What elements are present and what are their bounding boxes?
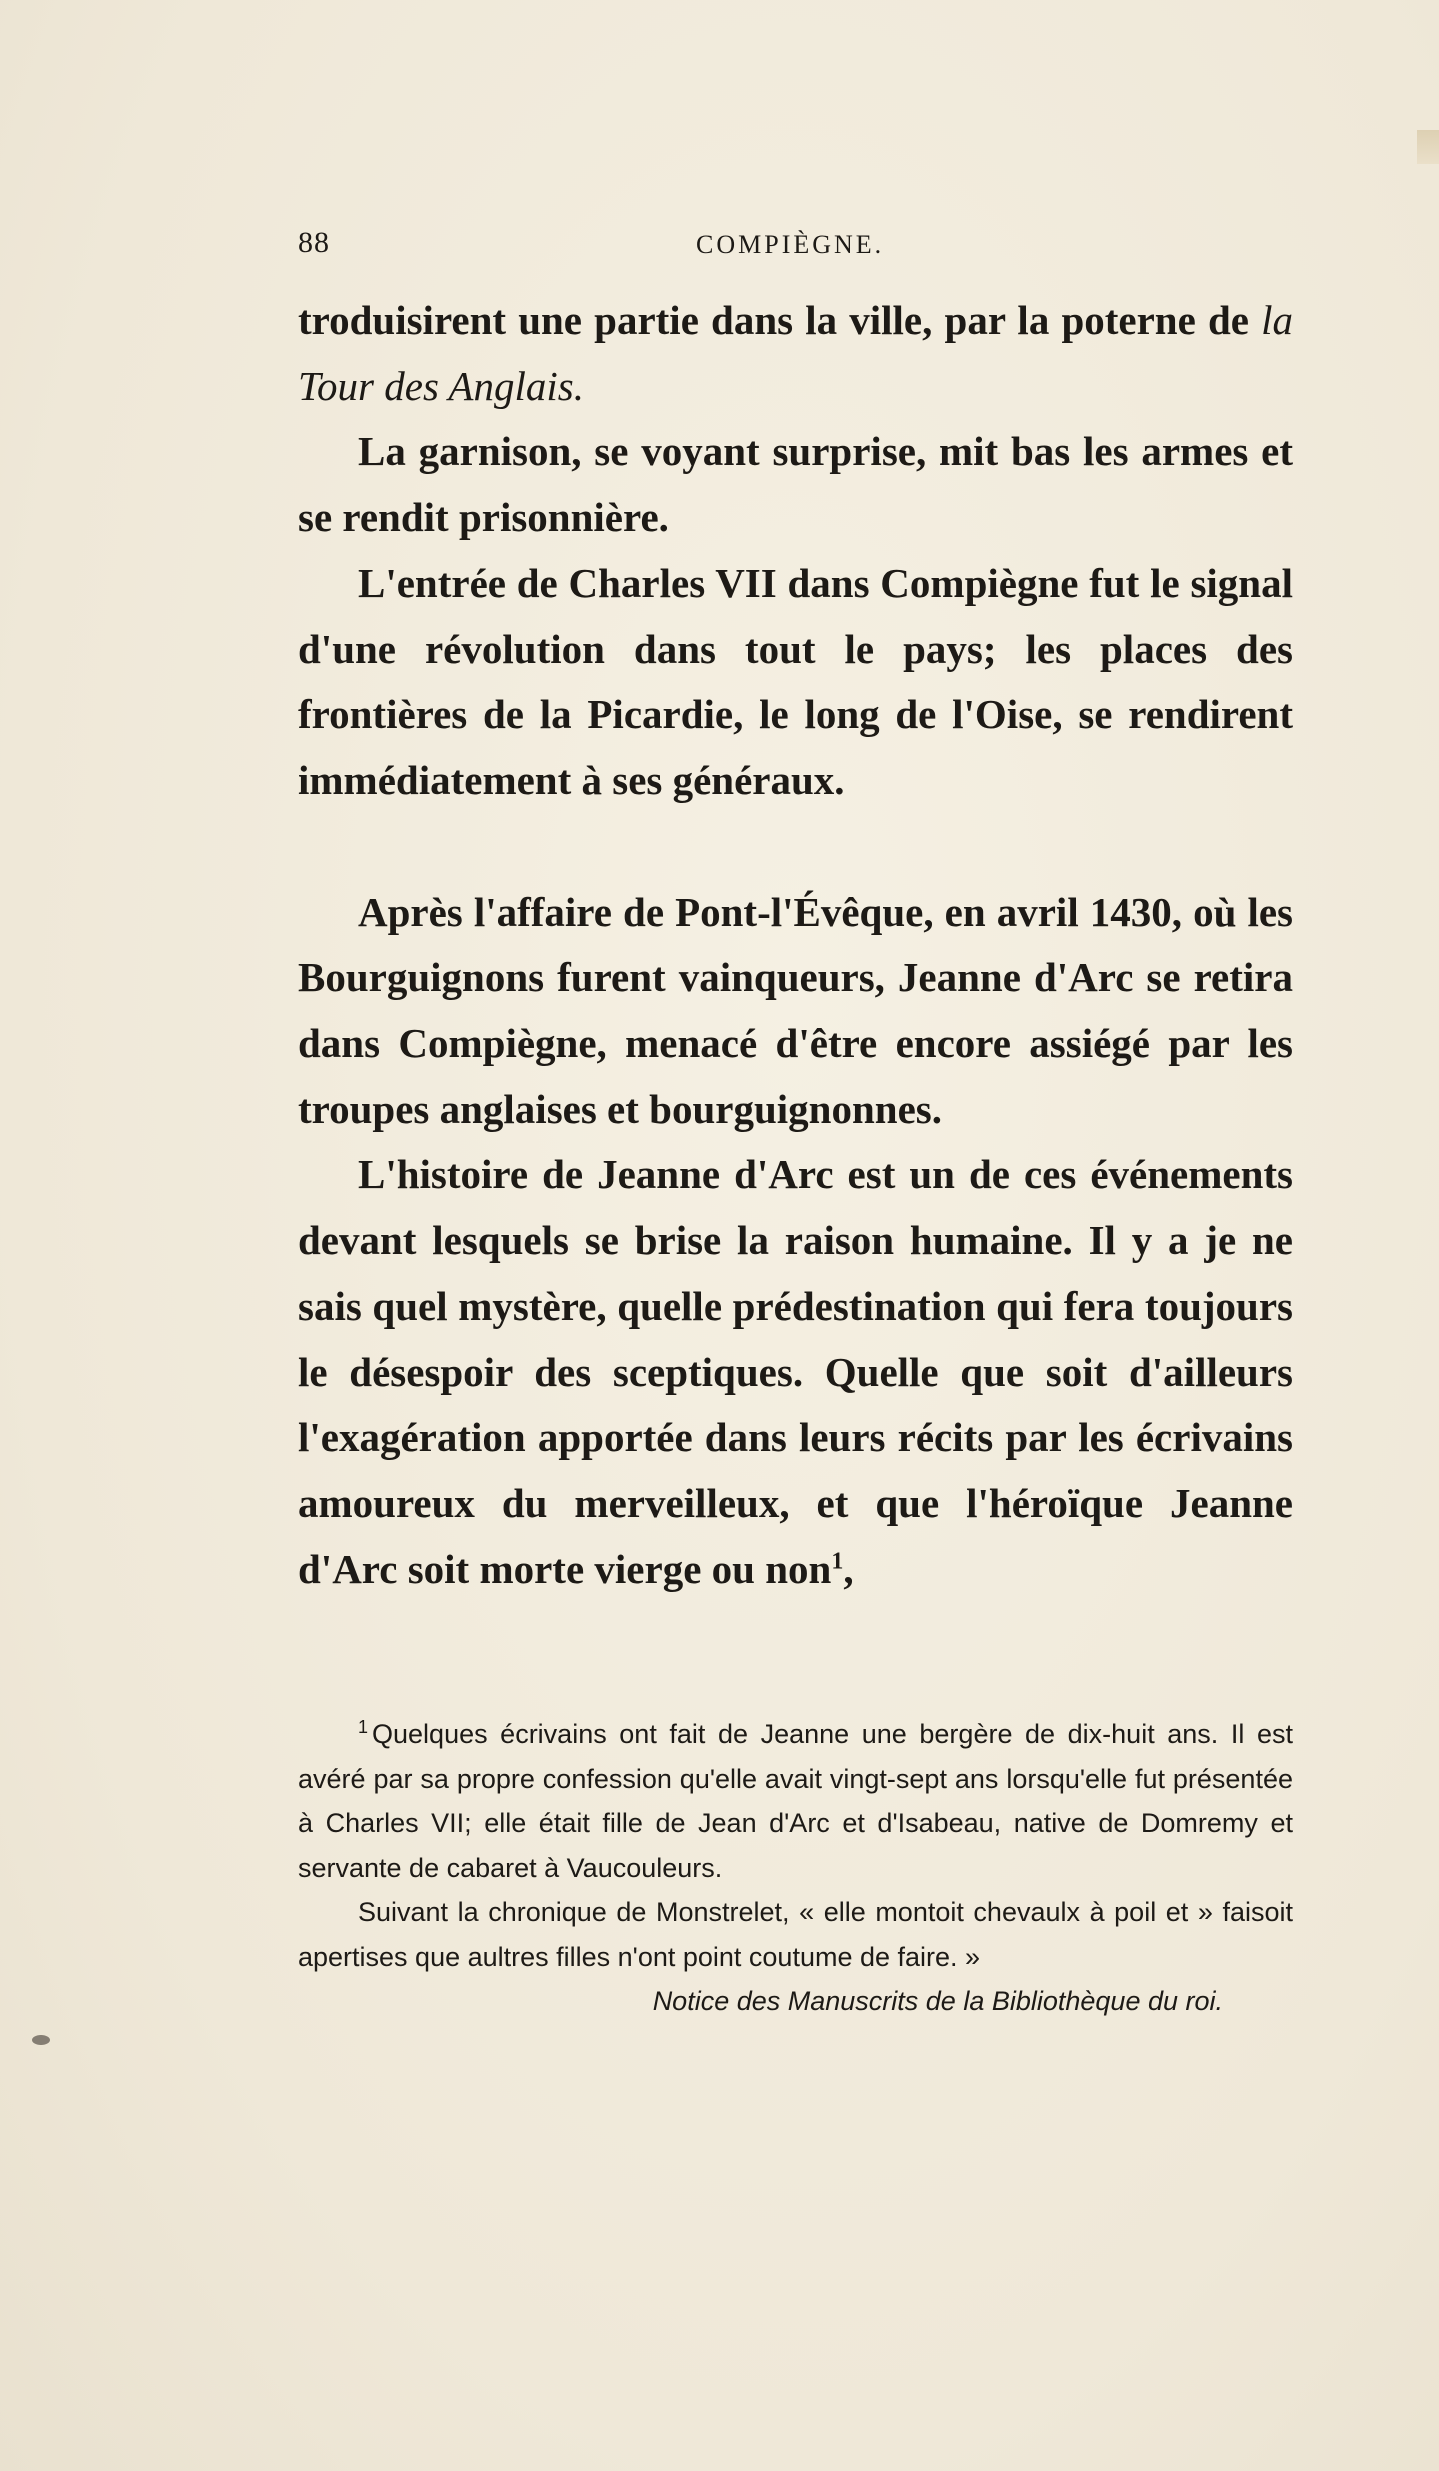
footnote-source: Notice des Manuscrits de la Bibliothèque du roi. <box>652 1986 1223 2016</box>
paragraph <box>298 288 1293 419</box>
page-stain <box>1417 130 1439 164</box>
italic-place-name: la Tour des Anglais. <box>298 297 1293 409</box>
paragraph: Après l'affaire de Pont-l'Évêque, en avril 1430, où les Bourguignons furent vainqueurs, Jeanne d'Arc se retira dans Compiègne, menacé d'être encore assiégé par les troupes anglaises et bourguignonnes. <box>298 888 1293 1132</box>
paragraph-text: troduisirent une partie dans la ville, par la poterne de <box>298 297 1262 343</box>
running-title: COMPIÈGNE. <box>696 230 885 259</box>
main-text <box>298 288 1293 1602</box>
footnote-quote: Suivant la chronique de Monstrelet, « elle montoit chevaulx à poil et » faisoit apertises que aultres filles n'ont point coutume de faire. » <box>298 1897 1293 1972</box>
footnote-reference[interactable]: 1 <box>831 1548 844 1574</box>
footnotes <box>298 1712 1293 2024</box>
page-header <box>298 226 1298 266</box>
page-number: 88 <box>298 226 330 259</box>
footnote <box>298 1712 1293 1890</box>
ink-smudge <box>32 2035 50 2045</box>
paragraph-text: L'histoire de Jeanne d'Arc est un de ces événements devant lesquels se brise la raison humaine. Il y a je ne sais quel mystère, quelle prédestination qui fera toujours le désespoir des sceptiques. Quelle que soit d'ailleurs l'exagération apportée dans leurs récits par les écrivains amoureux du merveilleux, et que l'héroïque Jeanne d'Arc soit morte vierge ou non <box>298 1151 1293 1592</box>
paragraph: L'entrée de Charles VII dans Compiègne fut le signal d'une révolution dans tout le pays; les places des frontières de la Picardie, le long de l'Oise, se rendirent immédiatement à ses généraux. <box>298 559 1293 803</box>
footnote-marker: 1 <box>358 1717 369 1737</box>
footnote-text: Quelques écrivains ont fait de Jeanne une bergère de dix-huit ans. Il est avéré par sa propre confession qu'elle avait vingt-sept ans lorsqu'elle fut présentée à Charles VII; elle était fille de Jean d'Arc et d'Isabeau, native de Domremy et servante de cabaret à Vaucouleurs. <box>298 1719 1293 1883</box>
paragraph-end: , <box>843 1545 854 1592</box>
paragraph: La garnison, se voyant surprise, mit bas les armes et se rendit prisonnière. <box>298 428 1293 541</box>
paragraph <box>298 1142 1293 1602</box>
